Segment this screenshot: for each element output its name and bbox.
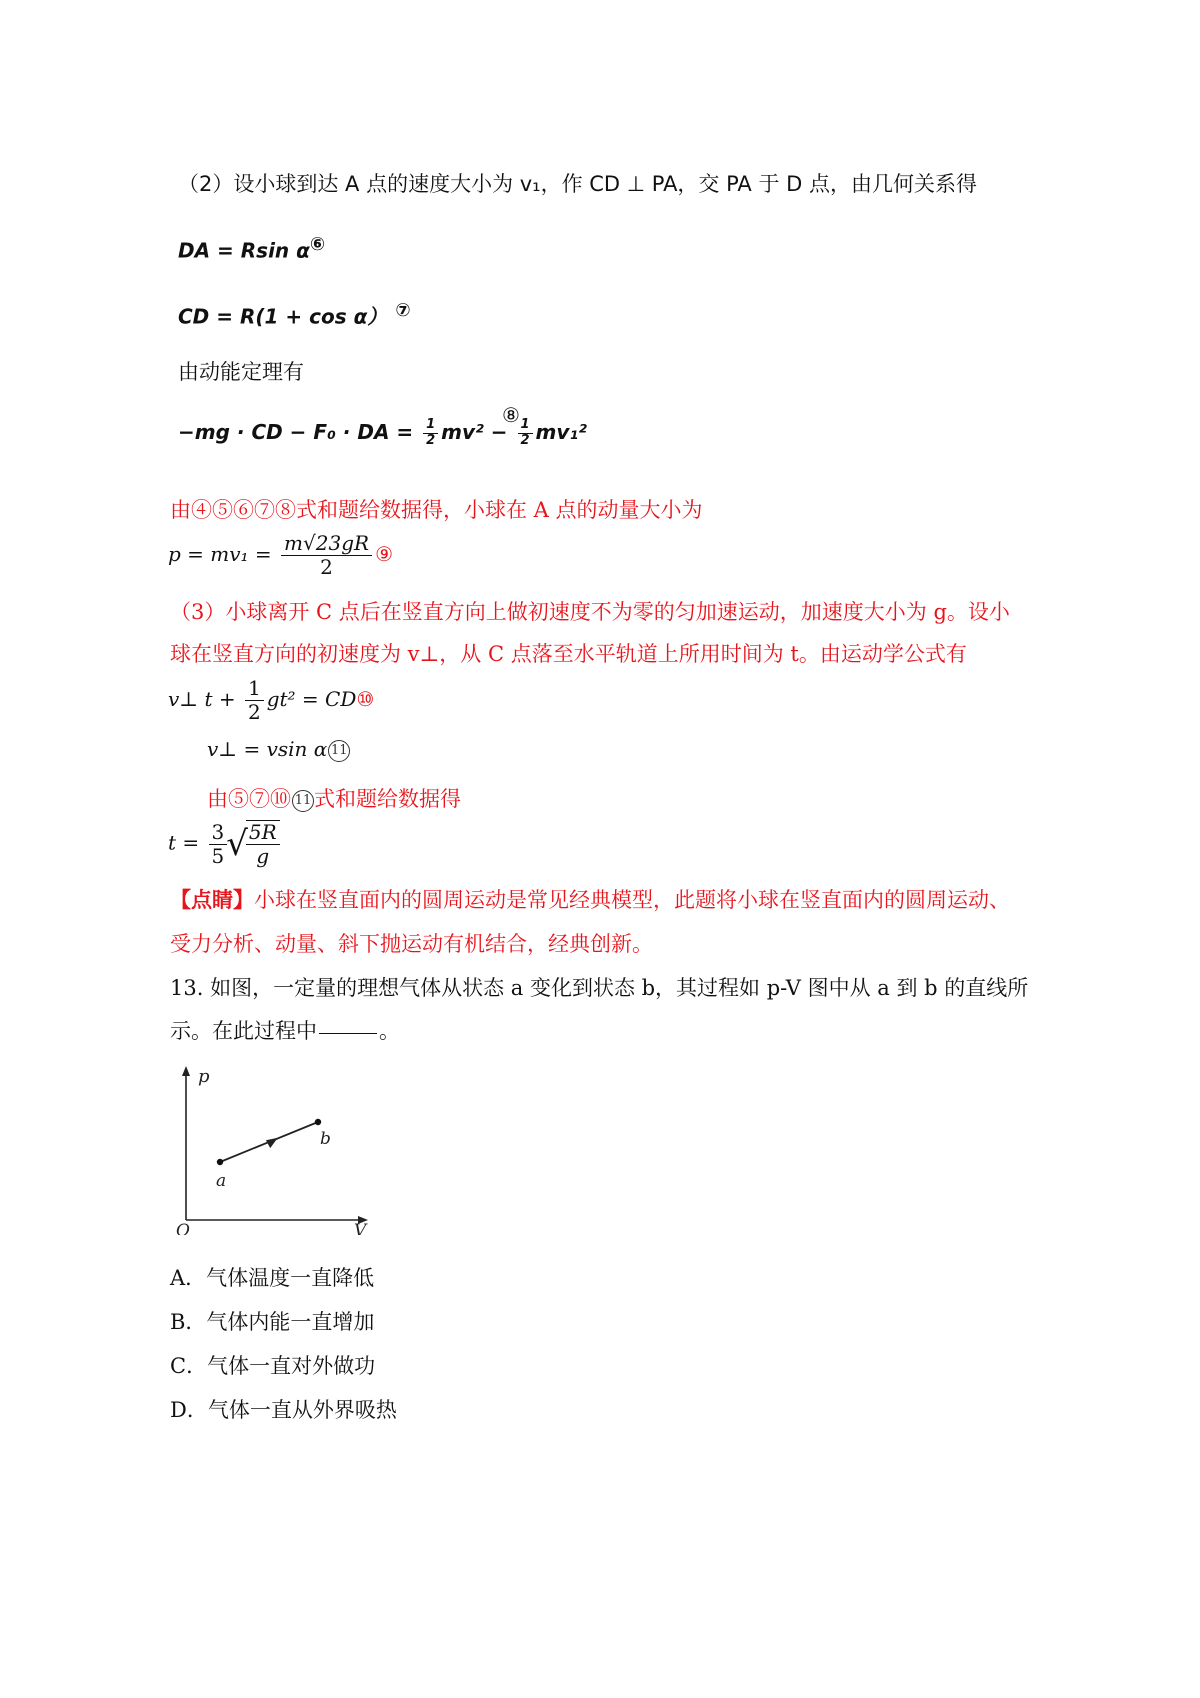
sqrt-sign: √ xyxy=(226,824,248,864)
question13-line-1: 13. 如图，一定量的理想气体从状态 a 变化到状态 b，其过程如 p-V 图中从 a 到 b 的直线所 xyxy=(170,976,1029,1000)
equation-9-frac: $\frac{m√23gR}{2}$ xyxy=(281,532,372,579)
equation-t-lhs: t = xyxy=(168,830,200,855)
question13-line-2-post: 。 xyxy=(379,1019,400,1043)
comment-line-2: 受力分析、动量、斜下抛运动有机结合，经典创新。 xyxy=(170,932,653,956)
option-a[interactable]: A．气体温度一直降低 xyxy=(170,1266,375,1290)
equation-7-body: CD = R(1 + cos α） xyxy=(178,304,388,329)
pv-graph xyxy=(170,1060,380,1235)
combine-line xyxy=(207,783,461,813)
solution-line-1: 由④⑤⑥⑦⑧式和题给数据得，小球在 A 点的动量大小为 xyxy=(170,498,703,522)
equation-10-lhs: v⊥ t + xyxy=(168,687,236,711)
comment-tag: 【点睛】 xyxy=(170,887,254,912)
equation-7-mark: ⑦ xyxy=(395,300,411,321)
combine-prefix: 由⑤⑦⑩ xyxy=(207,787,291,811)
part2-intro: （2）设小球到达 A 点的速度大小为 v₁，作 CD ⊥ PA，交 PA 于 D 点，由几何关系得 xyxy=(178,172,977,196)
answer-blank[interactable] xyxy=(319,1033,377,1034)
option-b[interactable]: B．气体内能一直增加 xyxy=(170,1310,375,1334)
equation-9-lhs: p = mv₁ = xyxy=(168,542,272,566)
equation-11-body: v⊥ = vsin α xyxy=(207,737,328,761)
point-b-label: b xyxy=(320,1129,331,1149)
equation-8-mark: ⑧ xyxy=(502,403,520,427)
equation-t-sqrt-frac: $\frac{5R}{g}$ xyxy=(246,820,280,868)
equation-10 xyxy=(168,677,374,724)
combine-tail: 式和题给数据得 xyxy=(314,787,461,811)
combine-mark: 11 xyxy=(292,790,314,812)
equation-t-frac: $\frac{3}{5}$ xyxy=(209,821,228,868)
equation-6-mark: ⑥ xyxy=(309,234,326,255)
part3-line-2: 球在竖直方向的初速度为 v⊥，从 C 点落至水平轨道上所用时间为 t。由运动学公式有 xyxy=(170,642,967,666)
question13-line-2-pre: 示。在此过程中 xyxy=(170,1019,317,1043)
option-c[interactable]: C．气体一直对外做功 xyxy=(170,1354,376,1378)
equation-7 xyxy=(178,300,411,330)
option-d[interactable]: D．气体一直从外界吸热 xyxy=(170,1398,397,1422)
point-a-label: a xyxy=(216,1171,227,1191)
equation-8-rhs: mv₁² xyxy=(535,419,587,444)
comment-line-1 xyxy=(170,884,1010,914)
equation-10-rhs: gt² = CD xyxy=(266,687,357,711)
part3-line-1: （3）小球离开 C 点后在竖直方向上做初速度不为零的匀加速运动，加速度大小为 g。设小 xyxy=(170,600,1010,624)
origin-label: O xyxy=(176,1221,190,1235)
equation-9 xyxy=(168,532,393,579)
comment-text-1: 小球在竖直面内的圆周运动是常见经典模型，此题将小球在竖直面内的圆周运动、 xyxy=(254,888,1010,912)
equation-6-body: DA = Rsin α xyxy=(178,238,310,263)
equation-11-mark: 11 xyxy=(328,740,350,762)
point-b xyxy=(315,1119,321,1125)
equation-6 xyxy=(178,234,325,263)
y-axis-arrow xyxy=(182,1066,190,1076)
equation-10-frac: $\frac{1}{2}$ xyxy=(245,677,264,724)
equation-8 xyxy=(178,418,587,449)
equation-11 xyxy=(207,737,350,762)
equation-8-frac-2: $\frac{1}{2}$ xyxy=(518,418,533,449)
equation-9-mark: ⑨ xyxy=(375,542,393,566)
equation-8-frac-1: $\frac{1}{2}$ xyxy=(423,418,438,449)
equation-8-lhs: −mg · CD − F₀ · DA = xyxy=(178,419,414,444)
equation-t xyxy=(168,820,283,868)
point-a xyxy=(217,1159,223,1165)
equation-8-mid: mv² − xyxy=(441,419,508,444)
y-axis-label: p xyxy=(198,1066,210,1087)
equation-10-mark: ⑩ xyxy=(356,687,375,711)
x-axis-label: V xyxy=(354,1221,367,1235)
theorem-line: 由动能定理有 xyxy=(178,360,304,384)
question13-line-2 xyxy=(170,1015,400,1045)
process-arrow xyxy=(266,1138,278,1148)
